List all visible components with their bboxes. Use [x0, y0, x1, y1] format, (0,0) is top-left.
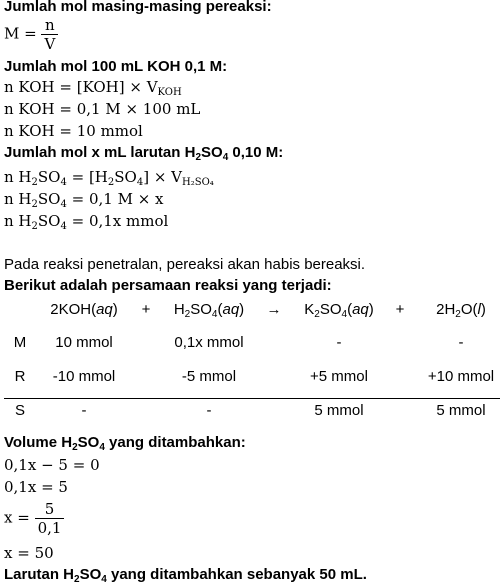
row-r-koh: -10 mmol [52, 368, 116, 385]
row-label-r: R [14, 368, 26, 385]
heading-h2so4: Jumlah mol x mL larutan $H_2SO_4$ 0,10 M: [4, 144, 284, 163]
fraction-n-over-v: $\frac{n}{V}$ [41, 16, 58, 53]
row-s-k2so4: 5 mmol [314, 402, 364, 419]
fraction-5-over-01: $\frac{5}{0,1}$ [35, 500, 65, 537]
row-m-h2o: - [458, 334, 464, 351]
species-koh: 2KOH(aq) [50, 301, 118, 318]
table-divider [4, 398, 500, 399]
row-s-h2so4: - [206, 402, 212, 419]
eq-molarity: M = $\frac{n}{V}$ [4, 16, 58, 53]
row-m-k2so4: - [336, 334, 342, 351]
heading-volume: Volume $H_2SO_4$ yang ditambahkan: [4, 434, 246, 453]
conclusion: Larutan $H_2SO_4$ yang ditambahkan sebanyak 50 mL. [4, 566, 367, 585]
eq-solve-4: x = 50 [4, 544, 54, 562]
plus-sign-2: + [395, 301, 405, 318]
row-s-koh: - [81, 402, 87, 419]
eq-solve-1: 0,1x − 5 = 0 [4, 456, 100, 474]
eq-h2so4-2: n $H_2SO_4 = 0,1$ M × x [4, 190, 164, 210]
paragraph-neutralization: Pada reaksi penetralan, pereaksi akan habis bereaksi. [4, 256, 366, 273]
heading-mol: Jumlah mol masing-masing pereaksi: [4, 0, 272, 15]
row-m-h2so4: 0,1x mmol [174, 334, 244, 351]
species-h2so4: $H_2SO_4(aq)$ [173, 301, 245, 320]
reaction-arrow: → [266, 301, 282, 318]
row-label-m: M [13, 334, 27, 351]
eq-h2so4-3: n $H_2SO_4 = 0,1x$ mmol [4, 212, 169, 232]
eq-koh-2: n KOH = 0,1 M × 100 mL [4, 100, 201, 118]
eq-h2so4-1: n $H_2SO_4 = [H_2SO_4] \times V_{H_2SO_4}$ [4, 168, 214, 188]
species-k2so4: $K_2SO_4(aq)$ [304, 301, 374, 320]
row-label-s: S [14, 402, 26, 419]
eq-solve-2: 0,1x = 5 [4, 478, 68, 496]
row-m-koh: 10 mmol [55, 334, 113, 351]
eq-solve-3: x = $\frac{5}{0,1}$ [4, 500, 64, 537]
row-s-h2o: 5 mmol [436, 402, 486, 419]
species-h2o: $2H_2O(l)$ [436, 301, 486, 320]
eq-koh-3: n KOH = 10 mmol [4, 122, 143, 140]
row-r-h2o: +10 mmol [427, 368, 495, 385]
plus-sign-1: + [141, 301, 151, 318]
heading-reaction: Berikut adalah persamaan reaksi yang terjadi: [4, 277, 332, 294]
row-r-h2so4: -5 mmol [181, 368, 237, 385]
eq-koh-1: n KOH = $[KOH] \times V_{KOH}$ [4, 78, 182, 98]
heading-koh: Jumlah mol 100 mL KOH 0,1 M: [4, 58, 228, 75]
row-r-k2so4: +5 mmol [310, 368, 368, 385]
